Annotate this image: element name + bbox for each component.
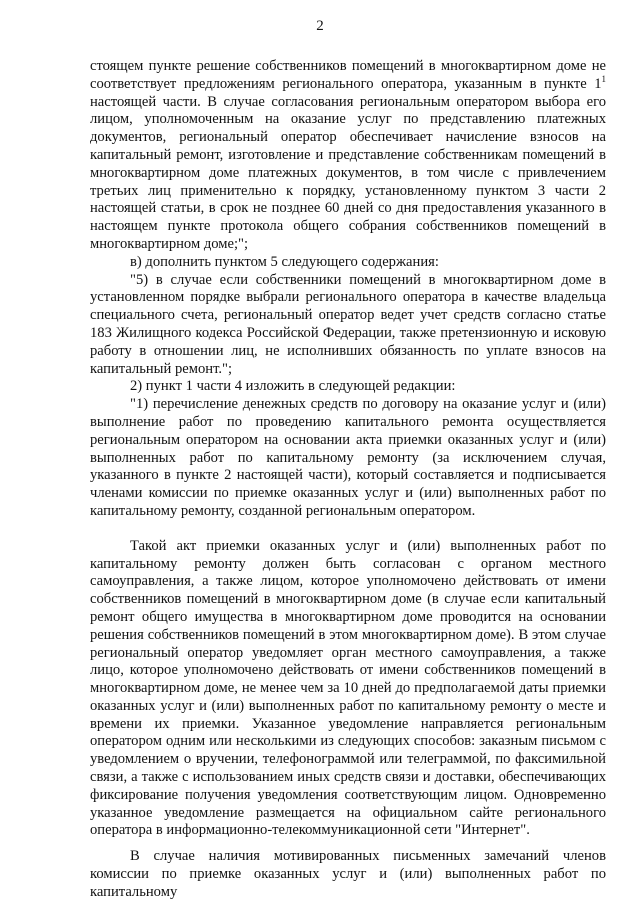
paragraph-remarks: В случае наличия мотивированных письменных замечаний членов комиссии по приемке оказанных услуг и (или) выполненных работ по капитальному [90,848,606,900]
paragraph-amendment-v: в) дополнить пунктом 5 следующего содержания: [130,253,439,270]
superscript-marker: 1 [601,73,606,84]
document-body [90,58,606,902]
paragraph-amendment-2: 2) пункт 1 части 4 изложить в следующей редакции: [130,378,456,395]
paragraph-text-tail: настоящей части. В случае согласования региональным оператором выбора его лицом, уполномоченным на оказание услуг по представлению платежных документов, региональный оператор обеспечивает начисление взносов на капитальный ремонт, изготовление и представление собственникам помещений в многоквартирном доме платежных документов, в том числе с привлечением третьих лиц применительно к порядку, установленному пунктом 3 части 2 настоящей статьи, в срок не позднее 60 дней со дня предоставления указанного в настоящем пункте протокола общего собрания собственников помещений в многоквартирном доме;"; [90,93,606,252]
paragraph-acceptance-act: Такой акт приемки оказанных услуг и (или) выполненных работ по капитальному ремонту должен быть согласован с органом местного самоуправления, а также лицом, которое уполномочено действовать от имени собственников помещений в многоквартирном доме (в случае если капитальный ремонт общего имущества в многоквартирном доме проводится на основании решения собственников помещений в этом многоквартирном доме). В этом случае региональный оператор уведомляет орган местного самоуправления, а также лицо, которое уполномочено действовать от имени собственников помещений в многоквартирном доме, не менее чем за 10 дней до предполагаемой даты приемки оказанных услуг и (или) выполненных работ по капитальному ремонту о месте и времени их приемки. Указанное уведомление направляется региональным оператором одним или несколькими из следующих способов: заказным письмом с уведомлением о вручении, телефонограммой или телеграммой, по факсимильной связи, а также с использованием иных средств связи и доставки, обеспечивающих фиксирование получения уведомления соответствующим лицом. Одновременно указанное уведомление размещается на официальном сайте регионального оператора в информационно-телекоммуникационной сети "Интернет". [90,537,606,839]
paragraph-point-1: "1) перечисление денежных средств по договору на оказание услуг и (или) выполнение работ по проведению капитального ремонта осуществляется региональным оператором на основании акта приемки оказанных услуг и (или) выполненных работ по капитальному ремонту (за исключением случая, указанного в пункте 2 настоящей части), который составляется и подписывается членами комиссии по приемке оказанных услуг и (или) выполненных работ по капитальному ремонту, созданной региональным оператором. [90,396,606,519]
paragraph-point-5: "5) в случае если собственники помещений в многоквартирном доме в установленном порядке выбрали регионального оператора в качестве владельца специального счета, региональный оператор ведет учет средств согласно статье 183 Жилищного кодекса Российской Федерации, также претензионную и исковую работу в отношении лиц, не исполнивших обязанность по уплате взносов на капитальный ремонт."; [90,271,606,377]
page-number: 2 [316,18,324,34]
paragraph-continuation [90,58,606,254]
paragraph-text: стоящем пункте решение собственников помещений в многоквартирном доме не соответствует предложениям регионального оператора, указанным в пункте 1 [90,58,606,92]
